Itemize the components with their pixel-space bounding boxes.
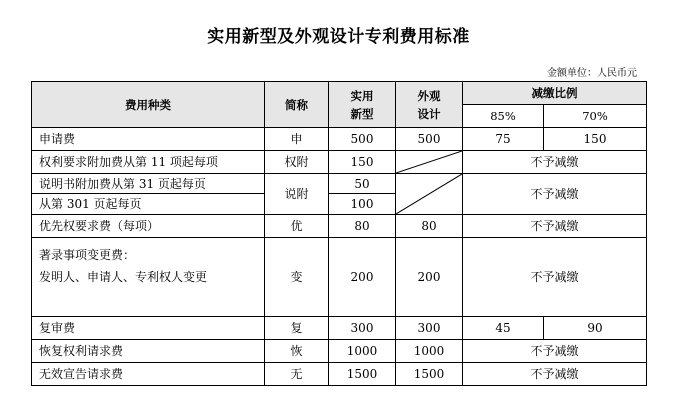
cell-design: 1000 bbox=[396, 340, 463, 363]
table-row-record-change bbox=[32, 238, 647, 317]
cell-name: 说明书附加费从第 31 页起每页 bbox=[32, 174, 265, 194]
table-row-application bbox=[32, 128, 647, 151]
cell-design: 300 bbox=[396, 317, 463, 340]
cell-reduction-85: 75 bbox=[463, 128, 544, 151]
cell-reduction-70: 90 bbox=[544, 317, 647, 340]
table-row-reexam bbox=[32, 317, 647, 340]
cell-design: 80 bbox=[396, 215, 463, 238]
header-abbr: 简称 bbox=[265, 82, 329, 128]
table-row-spec-extra-1 bbox=[32, 174, 647, 194]
cell-name: 权利要求附加费从第 11 项起每项 bbox=[32, 151, 265, 174]
cell-reduction: 不予减缴 bbox=[463, 215, 647, 238]
cell-utility: 100 bbox=[329, 194, 396, 215]
page-title: 实用新型及外观设计专利费用标准 bbox=[207, 27, 470, 47]
header-design-top: 外观 bbox=[417, 88, 441, 103]
cell-utility: 500 bbox=[329, 128, 396, 151]
cell-reduction: 不予减缴 bbox=[463, 238, 647, 317]
cell-utility: 300 bbox=[329, 317, 396, 340]
cell-design: 500 bbox=[396, 128, 463, 151]
cell-design: 1500 bbox=[396, 363, 463, 386]
cell-abbr: 优 bbox=[265, 215, 329, 238]
cell-reduction-85: 45 bbox=[463, 317, 544, 340]
table-row-priority bbox=[32, 215, 647, 238]
cell-abbr: 无 bbox=[265, 363, 329, 386]
header-design-bottom: 设计 bbox=[417, 106, 441, 121]
header-row-1 bbox=[32, 82, 647, 105]
cell-name: 申请费 bbox=[32, 128, 265, 151]
header-pct-70: 70% bbox=[544, 105, 647, 128]
cell-utility: 200 bbox=[329, 238, 396, 317]
table-row-claims-extra bbox=[32, 151, 647, 174]
header-fee-type: 费用种类 bbox=[32, 82, 265, 128]
cell-name bbox=[32, 238, 265, 317]
cell-reduction: 不予减缴 bbox=[463, 151, 647, 174]
cell-reduction: 不予减缴 bbox=[463, 363, 647, 386]
unit-note: 金额单位：人民币元 bbox=[547, 68, 637, 79]
cell-utility: 80 bbox=[329, 215, 396, 238]
cell-abbr: 权附 bbox=[265, 151, 329, 174]
cell-name: 无效宣告请求费 bbox=[32, 363, 265, 386]
cell-design-not-applicable bbox=[396, 174, 463, 215]
cell-reduction: 不予减缴 bbox=[463, 174, 647, 215]
cell-abbr: 变 bbox=[265, 238, 329, 317]
header-utility-top: 实用 bbox=[350, 88, 374, 103]
cell-name: 复审费 bbox=[32, 317, 265, 340]
cell-name: 优先权要求费（每项） bbox=[32, 215, 265, 238]
cell-abbr: 恢 bbox=[265, 340, 329, 363]
header-pct-85: 85% bbox=[463, 105, 544, 128]
diagonal-line bbox=[396, 174, 462, 214]
cell-name-line-2: 发明人、申请人、专利权人变更 bbox=[39, 270, 208, 284]
header-utility-bottom: 新型 bbox=[350, 106, 374, 121]
cell-name: 从第 301 页起每页 bbox=[32, 194, 265, 215]
cell-utility: 50 bbox=[329, 174, 396, 194]
cell-name: 恢复权利请求费 bbox=[32, 340, 265, 363]
cell-reduction-70: 150 bbox=[544, 128, 647, 151]
cell-abbr: 说附 bbox=[265, 174, 329, 215]
cell-name-line-1: 著录事项变更费： bbox=[39, 248, 136, 262]
diagonal-line bbox=[396, 151, 462, 173]
cell-abbr: 复 bbox=[265, 317, 329, 340]
cell-utility: 1000 bbox=[329, 340, 396, 363]
header-design bbox=[396, 82, 463, 128]
header-reduction: 减缴比例 bbox=[463, 82, 647, 105]
cell-utility: 1500 bbox=[329, 363, 396, 386]
fee-table bbox=[31, 81, 647, 386]
header-utility bbox=[329, 82, 396, 128]
cell-reduction: 不予减缴 bbox=[463, 340, 647, 363]
table-row-invalidate bbox=[32, 363, 647, 386]
cell-abbr: 申 bbox=[265, 128, 329, 151]
cell-design-not-applicable bbox=[396, 151, 463, 174]
cell-design: 200 bbox=[396, 238, 463, 317]
table-row-restore bbox=[32, 340, 647, 363]
cell-utility: 150 bbox=[329, 151, 396, 174]
